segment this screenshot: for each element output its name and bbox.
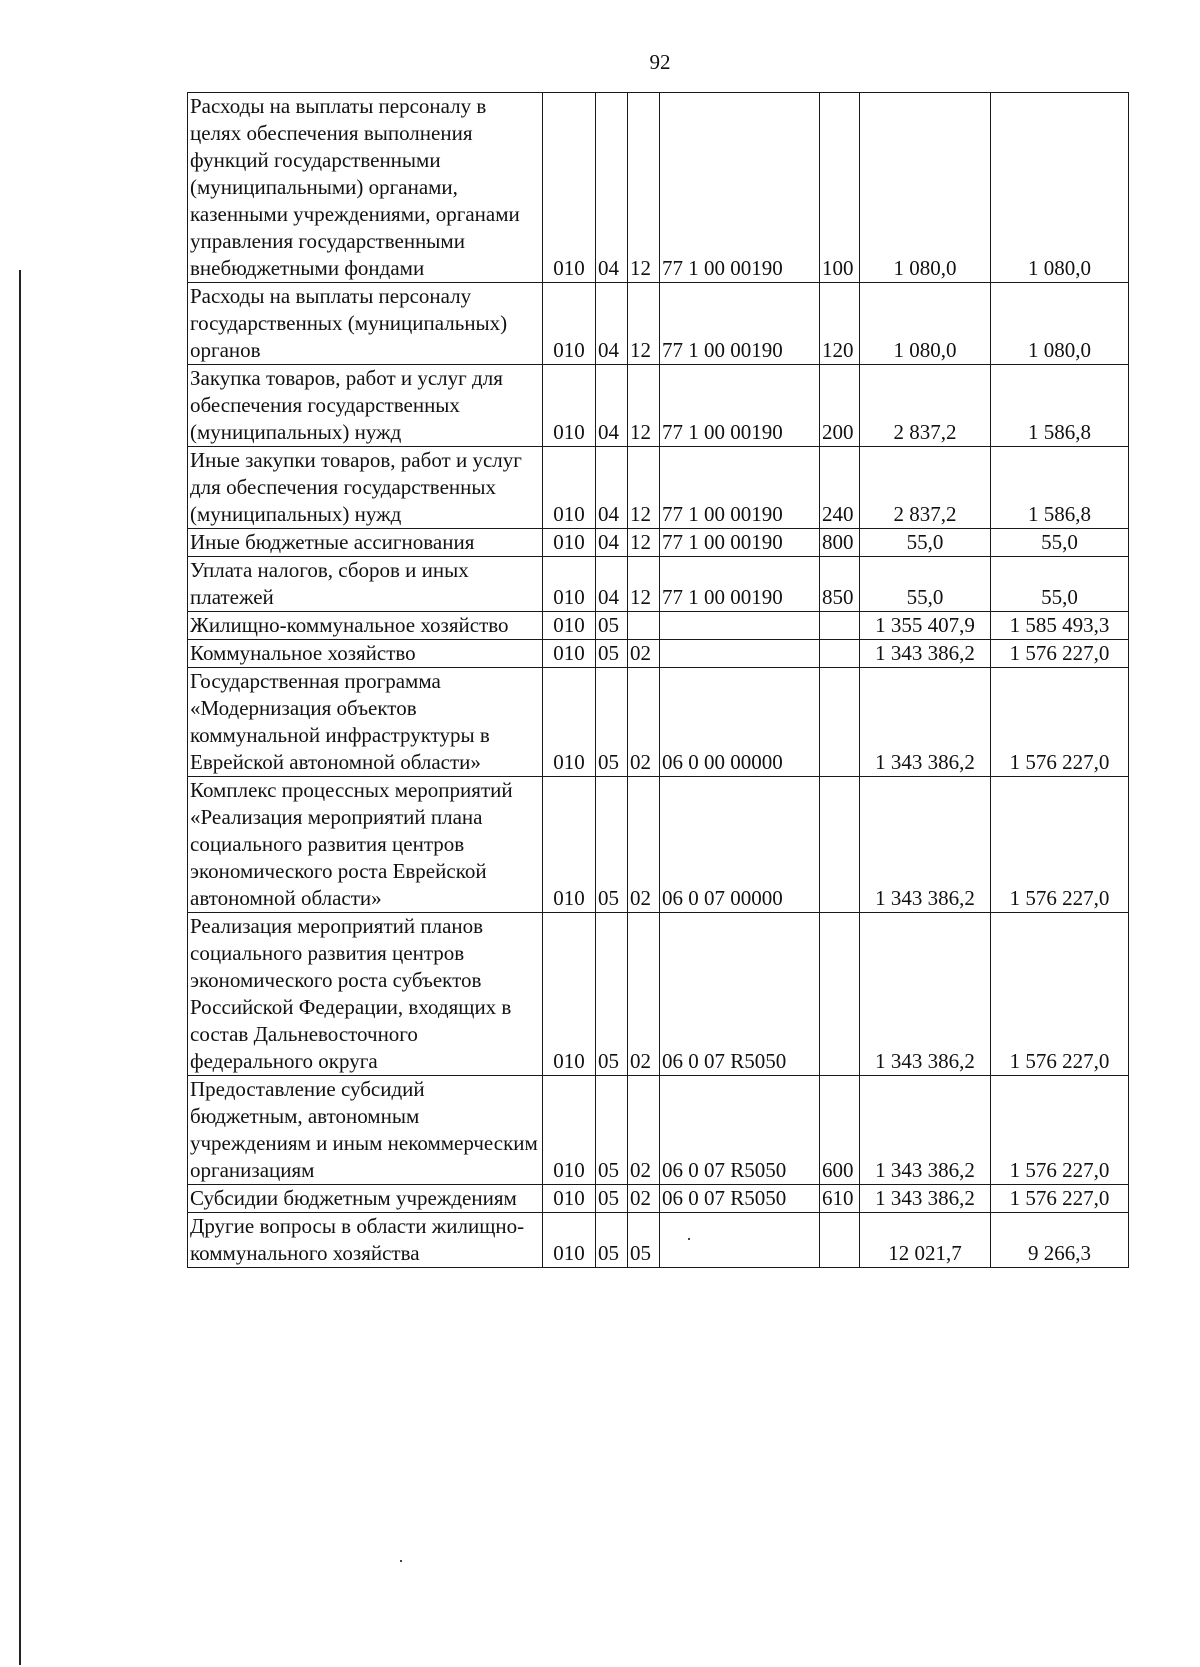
ministry-code: 010 <box>543 93 596 283</box>
table-row <box>188 668 1129 777</box>
row-name: Иные бюджетные ассигнования <box>188 529 543 557</box>
row-name: Уплата налогов, сборов и иных платежей <box>188 557 543 612</box>
target-article-code: 06 0 07 R5050 <box>660 913 820 1076</box>
ministry-code: 010 <box>543 913 596 1076</box>
target-article-code: 77 1 00 00190 <box>660 557 820 612</box>
amount-year-1: 1 343 386,2 <box>860 668 991 777</box>
table-row <box>188 447 1129 529</box>
subsection-code: 02 <box>628 1185 660 1213</box>
amount-year-1: 2 837,2 <box>860 447 991 529</box>
subsection-code: 12 <box>628 93 660 283</box>
subsection-code: 12 <box>628 447 660 529</box>
amount-year-2: 1 080,0 <box>991 93 1129 283</box>
amount-year-2: 55,0 <box>991 557 1129 612</box>
expense-type-code: 240 <box>820 447 860 529</box>
section-code: 04 <box>596 365 628 447</box>
amount-year-2: 1 576 227,0 <box>991 640 1129 668</box>
row-name: Субсидии бюджетным учреждениям <box>188 1185 543 1213</box>
expense-type-code <box>820 777 860 913</box>
amount-year-2: 1 585 493,3 <box>991 612 1129 640</box>
amount-year-2: 1 576 227,0 <box>991 1076 1129 1185</box>
subsection-code <box>628 612 660 640</box>
table-row <box>188 283 1129 365</box>
row-name: Жилищно-коммунальное хозяйство <box>188 612 543 640</box>
ministry-code: 010 <box>543 447 596 529</box>
amount-year-2: 1 586,8 <box>991 447 1129 529</box>
amount-year-2: 1 576 227,0 <box>991 777 1129 913</box>
target-article-code: 06 0 07 R5050 <box>660 1076 820 1185</box>
page-number: 92 <box>649 50 671 74</box>
row-name: Предоставление субсидий бюджетным, автономным учреждениям и иным некоммерческим организациям <box>188 1076 543 1185</box>
subsection-code: 05 <box>628 1213 660 1268</box>
amount-year-1: 55,0 <box>860 557 991 612</box>
section-code: 05 <box>596 640 628 668</box>
section-code: 04 <box>596 283 628 365</box>
row-name: Расходы на выплаты персоналу в целях обеспечения выполнения функций государственными (муниципальными) органами, казенными учреждениями, органами управления государственными внебюджетными фондами <box>188 93 543 283</box>
row-name: Расходы на выплаты персоналу государственных (муниципальных) органов <box>188 283 543 365</box>
section-code: 05 <box>596 777 628 913</box>
table-row <box>188 365 1129 447</box>
ministry-code: 010 <box>543 365 596 447</box>
subsection-code: 02 <box>628 1076 660 1185</box>
ministry-code: 010 <box>543 557 596 612</box>
target-article-code <box>660 640 820 668</box>
table-row <box>188 640 1129 668</box>
budget-table-body <box>188 93 1129 1268</box>
target-article-code: 77 1 00 00190 <box>660 529 820 557</box>
row-name: Коммунальное хозяйство <box>188 640 543 668</box>
target-article-code: 06 0 07 00000 <box>660 777 820 913</box>
target-article-code: 77 1 00 00190 <box>660 283 820 365</box>
amount-year-1: 1 343 386,2 <box>860 913 991 1076</box>
amount-year-1: 55,0 <box>860 529 991 557</box>
section-code: 04 <box>596 93 628 283</box>
section-code: 05 <box>596 1076 628 1185</box>
table-row <box>188 1076 1129 1185</box>
subsection-code: 12 <box>628 557 660 612</box>
table-row <box>188 1185 1129 1213</box>
expense-type-code: 600 <box>820 1076 860 1185</box>
subsection-code: 12 <box>628 283 660 365</box>
section-code: 04 <box>596 447 628 529</box>
subsection-code: 12 <box>628 365 660 447</box>
table-row <box>188 93 1129 283</box>
row-name: Закупка товаров, работ и услуг для обеспечения государственных (муниципальных) нужд <box>188 365 543 447</box>
amount-year-2: 1 576 227,0 <box>991 668 1129 777</box>
target-article-code: 06 0 00 00000 <box>660 668 820 777</box>
table-row <box>188 612 1129 640</box>
target-article-code <box>660 1213 820 1268</box>
target-article-code: 77 1 00 00190 <box>660 447 820 529</box>
amount-year-2: 1 576 227,0 <box>991 1185 1129 1213</box>
expense-type-code: 800 <box>820 529 860 557</box>
expense-type-code <box>820 612 860 640</box>
budget-table <box>187 92 1129 1268</box>
target-article-code: 06 0 07 R5050 <box>660 1185 820 1213</box>
target-article-code: 77 1 00 00190 <box>660 93 820 283</box>
amount-year-2: 1 576 227,0 <box>991 913 1129 1076</box>
amount-year-2: 9 266,3 <box>991 1213 1129 1268</box>
expense-type-code <box>820 640 860 668</box>
table-row <box>188 557 1129 612</box>
expense-type-code: 120 <box>820 283 860 365</box>
ministry-code: 010 <box>543 612 596 640</box>
subsection-code: 02 <box>628 913 660 1076</box>
ministry-code: 010 <box>543 1185 596 1213</box>
amount-year-1: 2 837,2 <box>860 365 991 447</box>
amount-year-1: 1 343 386,2 <box>860 640 991 668</box>
section-code: 05 <box>596 913 628 1076</box>
ministry-code: 010 <box>543 1213 596 1268</box>
row-name: Государственная программа «Модернизация объектов коммунальной инфраструктуры в Еврейской автономной области» <box>188 668 543 777</box>
expense-type-code: 610 <box>820 1185 860 1213</box>
amount-year-1: 12 021,7 <box>860 1213 991 1268</box>
expense-type-code: 100 <box>820 93 860 283</box>
ministry-code: 010 <box>543 668 596 777</box>
section-code: 05 <box>596 612 628 640</box>
expense-type-code <box>820 668 860 777</box>
target-article-code <box>660 612 820 640</box>
expense-type-code <box>820 1213 860 1268</box>
amount-year-2: 1 080,0 <box>991 283 1129 365</box>
ministry-code: 010 <box>543 529 596 557</box>
section-code: 05 <box>596 1185 628 1213</box>
row-name: Комплекс процессных мероприятий «Реализация мероприятий плана социального развития центров экономического роста Еврейской автономной области» <box>188 777 543 913</box>
section-code: 05 <box>596 668 628 777</box>
section-code: 05 <box>596 1213 628 1268</box>
expense-type-code: 200 <box>820 365 860 447</box>
amount-year-1: 1 080,0 <box>860 93 991 283</box>
ministry-code: 010 <box>543 283 596 365</box>
amount-year-1: 1 343 386,2 <box>860 1185 991 1213</box>
section-code: 04 <box>596 529 628 557</box>
amount-year-1: 1 343 386,2 <box>860 777 991 913</box>
amount-year-1: 1 343 386,2 <box>860 1076 991 1185</box>
scan-speck <box>400 1560 402 1562</box>
table-row <box>188 913 1129 1076</box>
ministry-code: 010 <box>543 777 596 913</box>
table-row <box>188 777 1129 913</box>
subsection-code: 02 <box>628 777 660 913</box>
amount-year-2: 55,0 <box>991 529 1129 557</box>
subsection-code: 02 <box>628 640 660 668</box>
table-row <box>188 529 1129 557</box>
row-name: Другие вопросы в области жилищно-коммунального хозяйства <box>188 1213 543 1268</box>
expense-type-code: 850 <box>820 557 860 612</box>
expense-type-code <box>820 913 860 1076</box>
subsection-code: 02 <box>628 668 660 777</box>
scan-edge-line <box>19 270 21 1665</box>
ministry-code: 010 <box>543 1076 596 1185</box>
section-code: 04 <box>596 557 628 612</box>
amount-year-1: 1 080,0 <box>860 283 991 365</box>
table-row <box>188 1213 1129 1268</box>
amount-year-1: 1 355 407,9 <box>860 612 991 640</box>
row-name: Реализация мероприятий планов социального развития центров экономического роста субъектов Российской Федерации, входящих в состав Дальневосточного федерального округа <box>188 913 543 1076</box>
target-article-code: 77 1 00 00190 <box>660 365 820 447</box>
subsection-code: 12 <box>628 529 660 557</box>
ministry-code: 010 <box>543 640 596 668</box>
row-name: Иные закупки товаров, работ и услуг для обеспечения государственных (муниципальных) нужд <box>188 447 543 529</box>
amount-year-2: 1 586,8 <box>991 365 1129 447</box>
